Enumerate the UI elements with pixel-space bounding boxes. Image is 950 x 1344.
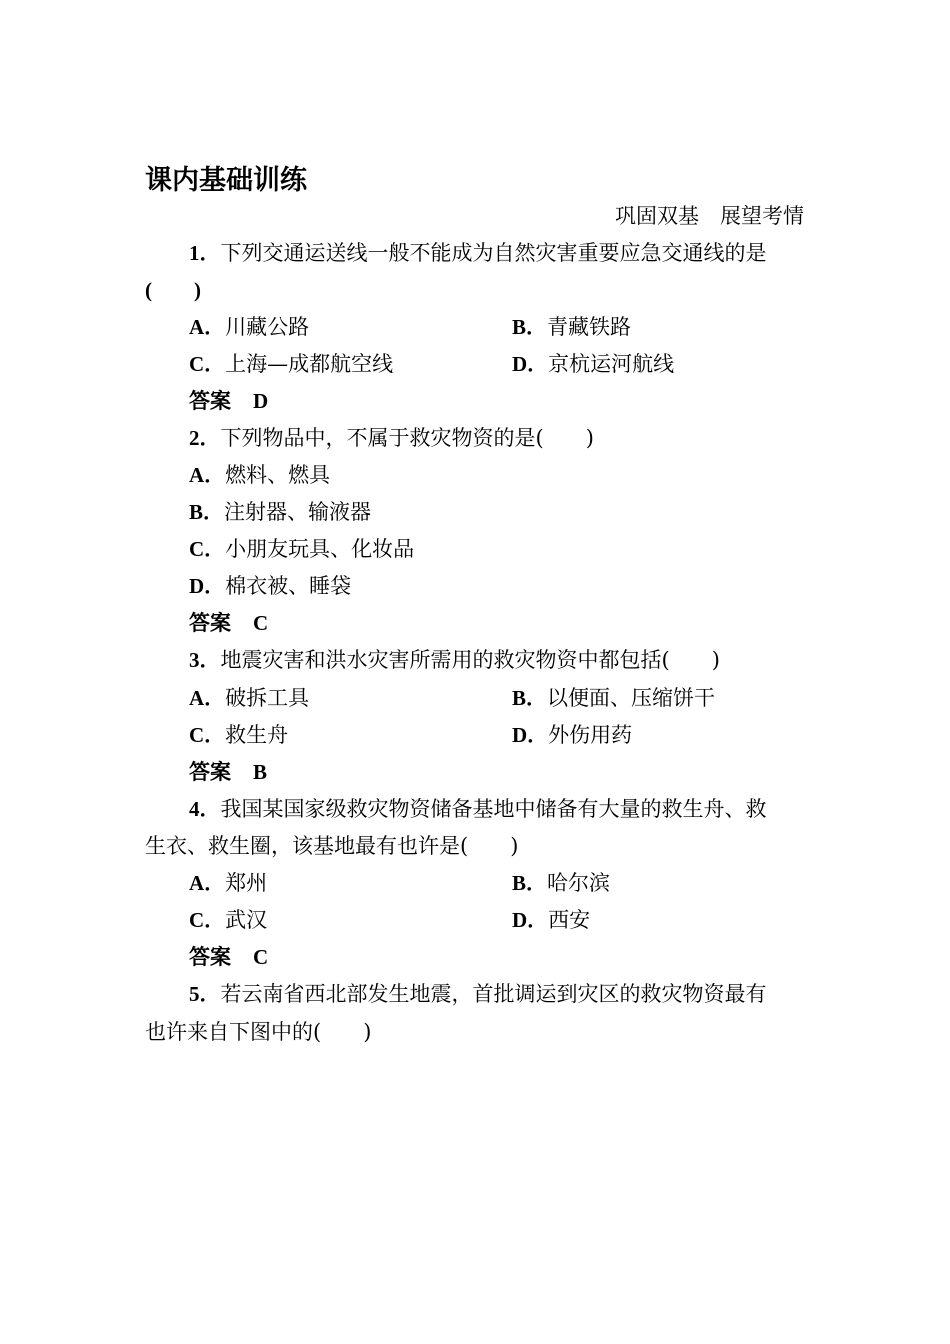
question-4-option-b: B．哈尔滨: [512, 871, 611, 895]
answer-label: 答案: [189, 945, 231, 969]
question-2-option-c: C．小朋友玩具、化妆品: [189, 537, 415, 561]
answer-label: 答案: [189, 389, 231, 413]
question-text: 生衣、救生圈，该基地最有也许是( ): [145, 834, 519, 858]
question-1-option-a: A．川藏公路: [189, 315, 310, 339]
question-4-stem: [189, 795, 767, 823]
answer-value: B: [253, 760, 268, 784]
question-1-option-b: B．青藏铁路: [512, 315, 632, 339]
question-text: 也许来自下图中的( ): [145, 1020, 372, 1044]
question-3-option-c: C．救生舟: [189, 723, 289, 747]
answer-label: 答案: [189, 760, 231, 784]
section-subtitle: 巩固双基 展望考情: [615, 204, 804, 228]
question-text: 若云南省西北部发生地震，首批调运到灾区的救灾物资最有: [220, 982, 767, 1006]
question-5-stem: [189, 980, 767, 1008]
question-1-option-d: D．京杭运河航线: [512, 352, 675, 376]
question-3-answer: [189, 758, 267, 786]
question-number: 4．: [189, 797, 221, 821]
question-3-stem: [189, 646, 720, 674]
answer-value: D: [253, 389, 269, 413]
answer-value: C: [253, 945, 269, 969]
question-1-paren: [145, 276, 201, 304]
question-3-option-a: A．破拆工具: [189, 686, 310, 710]
question-2-option-d: D．棉衣被、睡袋: [189, 574, 352, 598]
question-3-option-d: D．外伤用药: [512, 723, 633, 747]
answer-value: C: [253, 611, 269, 635]
answer-label: 答案: [189, 611, 231, 635]
question-4-option-c: C．武汉: [189, 908, 268, 932]
answer-blank: ( ): [145, 278, 201, 302]
question-2-option-b: B．注射器、输液器: [189, 500, 372, 524]
question-4-option-a: A．郑州: [189, 871, 268, 895]
question-number: 2．: [189, 426, 221, 450]
question-5-stem-cont: [145, 1018, 371, 1046]
question-2-option-a: A．燃料、燃具: [189, 463, 331, 487]
question-2-answer: [189, 609, 268, 637]
question-4-option-d: D．西安: [512, 908, 591, 932]
question-text: 我国某国家级救灾物资储备基地中储备有大量的救生舟、救: [220, 797, 767, 821]
question-number: 3．: [189, 648, 221, 672]
question-text: 下列物品中，不属于救灾物资的是( ): [220, 426, 594, 450]
question-1-option-c: C．上海—成都航空线: [189, 352, 394, 376]
question-3-option-b: B．以便面、压缩饼干: [512, 686, 716, 710]
question-1-stem: [189, 239, 767, 267]
question-2-stem: [189, 424, 594, 452]
question-text: 地震灾害和洪水灾害所需用的救灾物资中都包括( ): [220, 648, 720, 672]
question-text: 下列交通运送线一般不能成为自然灾害重要应急交通线的是: [220, 241, 767, 265]
question-4-stem-cont: [145, 832, 518, 860]
question-number: 1．: [189, 241, 221, 265]
question-4-answer: [189, 943, 268, 971]
section-title: 课内基础训练: [145, 165, 307, 196]
question-number: 5．: [189, 982, 221, 1006]
question-1-answer: [189, 387, 268, 415]
